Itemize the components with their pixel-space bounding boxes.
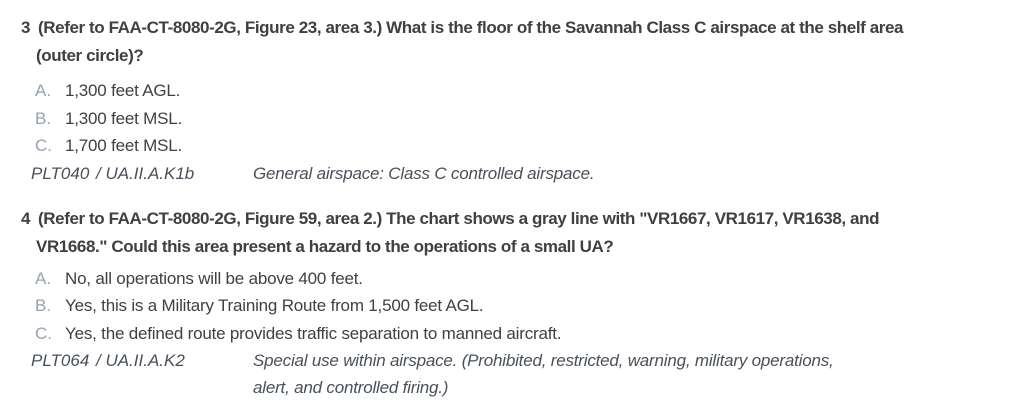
option-text: Yes, the defined route provides traffic separation to manned aircraft. [65,320,561,348]
answer-option-a [35,77,1024,105]
question-text-line: (Refer to FAA-CT-8080-2G, Figure 23, area 3.) What is the floor of the Savannah Class C airspace at the shelf area [38,14,903,42]
answer-option-b [35,292,1024,320]
acs-code: / UA.II.A.K1b [96,160,253,187]
question-4 [0,205,1024,401]
question-number: 3 [21,14,38,42]
question-4-first-row [0,205,1024,233]
explanation [253,160,594,187]
plt-code: PLT064 [31,347,96,401]
question-text-line: (Refer to FAA-CT-8080-2G, Figure 59, area 2.) The chart shows a gray line with "VR1667, VR1617, VR1638, and [38,205,879,233]
answer-option-c [35,320,1024,348]
answer-option-b [35,105,1024,133]
question-number: 4 [21,205,38,233]
question-3-first-row [0,14,1024,42]
option-text: 1,700 feet MSL. [65,132,182,160]
explanation [253,347,834,401]
option-text: Yes, this is a Military Training Route from 1,500 feet AGL. [65,292,483,320]
question-text-line: VR1668." Could this area present a hazard to the operations of a small UA? [36,233,1024,261]
option-letter: A. [35,77,65,105]
option-letter: B. [35,105,65,133]
acs-code: / UA.II.A.K2 [96,347,253,401]
explanation-line: alert, and controlled firing.) [253,374,834,401]
option-letter: A. [35,265,65,293]
answer-option-a [35,265,1024,293]
answer-option-c [35,132,1024,160]
question-3 [0,14,1024,187]
question-3-options [0,77,1024,160]
plt-code: PLT040 [31,160,96,187]
option-letter: C. [35,132,65,160]
question-4-options [0,265,1024,348]
option-text: 1,300 feet AGL. [65,77,180,105]
question-4-code-row [31,347,1024,401]
option-text: No, all operations will be above 400 feet. [65,265,363,293]
option-letter: C. [35,320,65,348]
option-letter: B. [35,292,65,320]
question-3-code-row [31,160,1024,187]
option-text: 1,300 feet MSL. [65,105,182,133]
question-text-line: (outer circle)? [36,42,1024,70]
explanation-line: Special use within airspace. (Prohibited, restricted, warning, military operations, [253,347,834,374]
explanation-line: General airspace: Class C controlled airspace. [253,160,594,187]
